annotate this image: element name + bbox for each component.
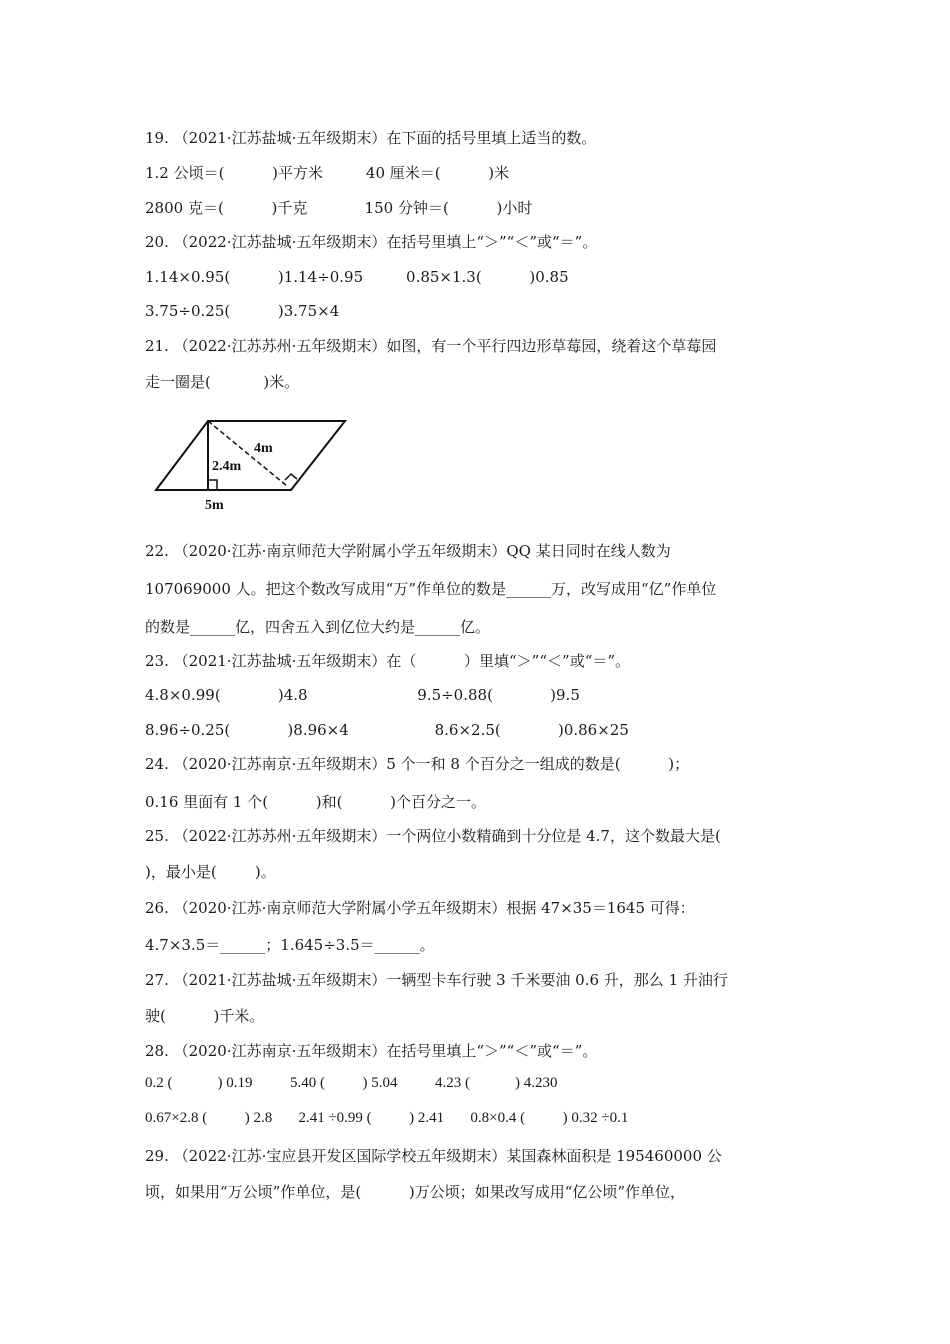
line-q19-row1: 1.2 公顷＝( )平方米 40 厘米＝( )米 (145, 164, 510, 182)
line-q23-row1: 4.8×0.99( )4.8 9.5÷0.88( )9.5 (145, 686, 580, 704)
line-q22-row2: 107069000 人。把这个数改写成用“万”作单位的数是______万，改写成用“亿”作单位 (145, 580, 717, 598)
line-q19-row2: 2800 克＝( )千克 150 分钟＝( )小时 (145, 199, 533, 217)
line-q28-title: 28. （2020·江苏南京·五年级期末）在括号里填上“＞”“＜”或“＝”。 (145, 1042, 598, 1060)
label-side: 4m (254, 441, 273, 456)
line-q27-row2: 驶( )千米。 (145, 1007, 265, 1025)
line-q24-title: 24. （2020·江苏南京·五年级期末）5 个一和 8 个百分之一组成的数是( )； (145, 755, 690, 773)
line-q26-row2: 4.7×3.5＝______；1.645÷3.5＝______。 (145, 936, 435, 954)
line-q25-title: 25. （2022·江苏苏州·五年级期末）一个两位小数精确到十分位是 4.7，这个数最大是( (145, 827, 721, 845)
line-q23-title: 23. （2021·江苏盐城·五年级期末）在（ ）里填“＞”“＜”或“＝”。 (145, 652, 631, 670)
line-q23-row2: 8.96÷0.25( )8.96×4 8.6×2.5( )0.86×25 (145, 721, 629, 739)
line-q20-title: 20. （2022·江苏盐城·五年级期末）在括号里填上“＞”“＜”或“＝”。 (145, 233, 598, 251)
line-q27-title: 27. （2021·江苏盐城·五年级期末）一辆型卡车行驶 3 千米要油 0.6 升，那么 1 升油行 (145, 971, 728, 989)
line-q25-row2: )，最小是( )。 (145, 863, 276, 881)
line-q20-row1: 1.14×0.95( )1.14÷0.95 0.85×1.3( )0.85 (145, 268, 569, 286)
line-q28-row2: 0.67×2.8 ( ) 2.8 2.41 ÷0.99 ( ) 2.41 0.8×0.4 ( ) 0.32 ÷0.1 (145, 1110, 629, 1126)
line-q19-title: 19. （2021·江苏盐城·五年级期末）在下面的括号里填上适当的数。 (145, 129, 597, 147)
line-q22-title: 22. （2020·江苏·南京师范大学附属小学五年级期末）QQ 某日同时在线人数为 (145, 542, 671, 560)
diagonal-height-line (208, 421, 287, 486)
line-q28-row1: 0.2 ( ) 0.19 5.40 ( ) 5.04 4.23 ( ) 4.230 (145, 1075, 558, 1091)
line-q21-title: 21. （2022·江苏苏州·五年级期末）如图，有一个平行四边形草莓园，绕着这个草莓园 (145, 337, 717, 355)
right-angle-mark-base (208, 480, 217, 490)
right-angle-mark-side (285, 474, 297, 480)
parallelogram-figure (150, 412, 360, 520)
line-q29-title: 29. （2022·江苏·宝应县开发区国际学校五年级期末）某国森林面积是 195460000 公 (145, 1147, 722, 1165)
line-q22-row3: 的数是______亿，四舍五入到亿位大约是______亿。 (145, 618, 491, 636)
label-height: 2.4m (212, 459, 242, 474)
label-base: 5m (205, 498, 224, 513)
line-q20-row2: 3.75÷0.25( )3.75×4 (145, 302, 340, 320)
parallelogram-shape (156, 421, 345, 490)
line-q21-row2: 走一圈是( )米。 (145, 373, 300, 391)
line-q26-title: 26. （2020·江苏·南京师范大学附属小学五年级期末）根据 47×35＝1645 可得： (145, 899, 695, 917)
line-q29-row2: 顷，如果用“万公顷”作单位，是( )万公顷；如果改写成用“亿公顷”作单位， (145, 1183, 686, 1201)
line-q24-row2: 0.16 里面有 1 个( )和( )个百分之一。 (145, 793, 487, 811)
